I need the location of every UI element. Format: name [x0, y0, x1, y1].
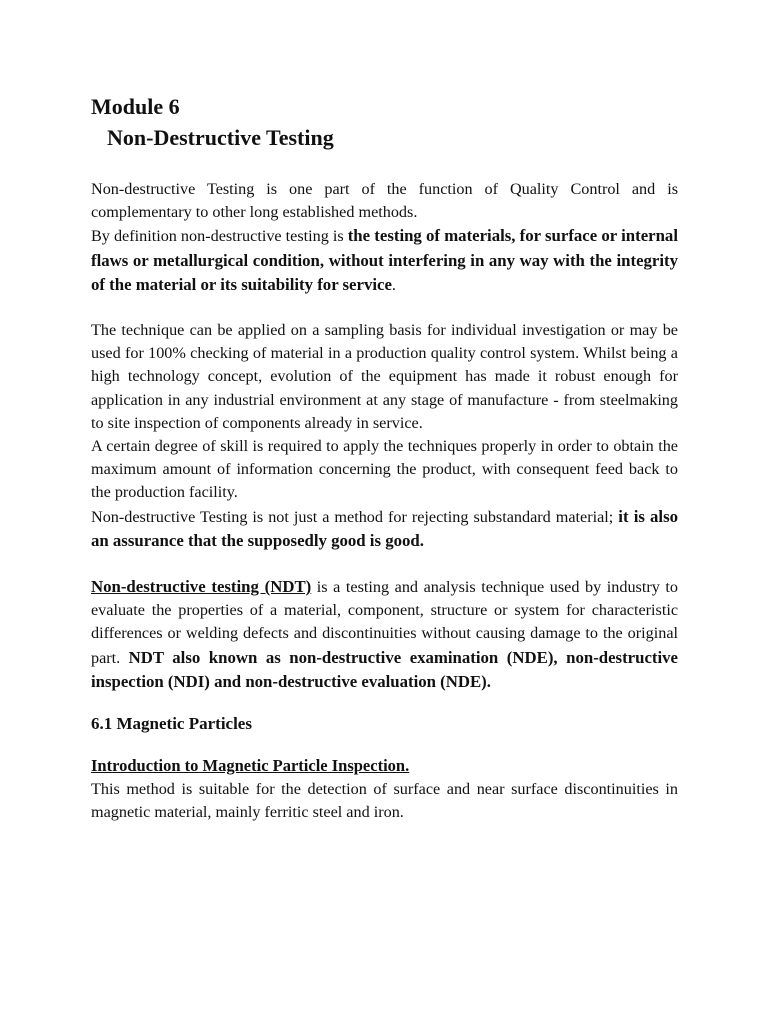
technique-paragraph-2: A certain degree of skill is required to apply the techniques properly in order to obtain the maximum amount of information concerning the product, with consequent feed back to the production facility. — [91, 437, 678, 502]
ndt-definition-text: is a testing and analysis technique used by industry to evaluate the properties of a material, component, structure or system for characteristic differences or welding defects and discontinuities without causing damage to the original part. — [91, 578, 678, 667]
assurance-prefix: Non-destructive Testing is not just a method for rejecting substandard material; — [91, 507, 619, 526]
section-heading-magnetic-particles: 6.1 Magnetic Particles — [91, 714, 252, 734]
ndt-aliases-text: NDT also known as non-destructive examination (NDE), non-destructive inspection (NDI) and non-destructive evaluation (NDE). — [91, 647, 678, 691]
definition-prefix: By definition non-destructive testing is — [91, 227, 348, 246]
page-title: Non-Destructive Testing — [107, 125, 334, 150]
ndt-definition-paragraph — [91, 575, 678, 694]
assurance-bold-text: it is also an assurance that the supposedly good is good. — [91, 506, 678, 550]
module-number: Module 6 — [91, 94, 180, 119]
technique-paragraph-1: The technique can be applied on a sampling basis for individual investigation or may be used for 100% checking of material in a production quality control system. Whilst being a high technology concept, evolution of the equipment has made it robust enough for application in any industrial environment at any stage of manufacture - from steelmaking to site inspection of components already in service. — [91, 321, 678, 432]
ndt-term: Non-destructive testing (NDT) — [91, 577, 312, 597]
intro-paragraph-2 — [91, 224, 678, 297]
subheading-magnetic-particle-inspection: Introduction to Magnetic Particle Inspection. — [91, 756, 410, 776]
document-page — [91, 93, 678, 824]
technique-paragraph-3 — [91, 505, 678, 553]
intro-paragraph-1: Non-destructive Testing is one part of the function of Quality Control and is complementary to other long established methods. — [91, 180, 678, 222]
definition-bold-text: the testing of materials, for surface or internal flaws or metallurgical condition, without interfering in any way with the integrity of the material or its suitability for service — [91, 226, 678, 294]
magnetic-particle-paragraph: This method is suitable for the detection of surface and near surface discontinuities in magnetic material, mainly ferritic steel and iron. — [91, 780, 678, 822]
definition-suffix: . — [391, 275, 396, 294]
